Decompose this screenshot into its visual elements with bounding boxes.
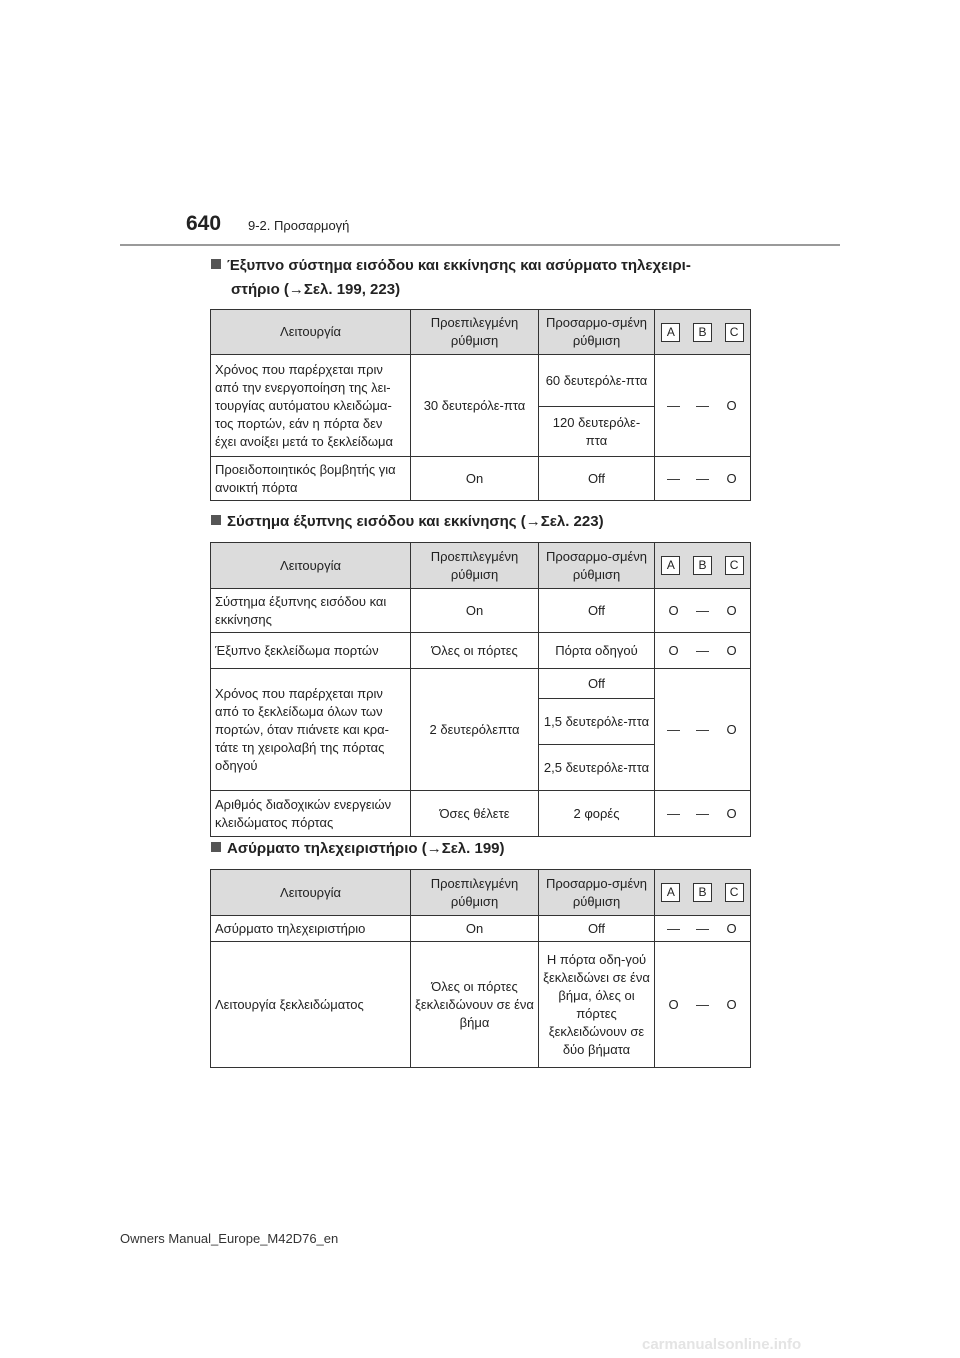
custom-cell: 120 δευτερόλε-πτα <box>539 407 655 457</box>
mark-c: O <box>726 805 737 821</box>
custom-cell: Πόρτα οδηγού <box>539 633 655 669</box>
function-cell: Χρόνος που παρέρχεται πριν από την ενεργοποίηση της λει-τουργίας αυτόματου κλειδώμα-τος πορτών, εάν η πόρτα δεν έχει ανοίξει μετά το ξεκλείδωμα <box>211 355 411 457</box>
table-header-row <box>211 870 751 916</box>
table-row <box>211 791 751 837</box>
col-default-header: Προεπιλεγμένη ρύθμιση <box>411 543 539 589</box>
marks-cell <box>655 355 751 457</box>
square-bullet-icon <box>211 259 221 269</box>
mark-a: — <box>667 920 680 936</box>
custom-cell: 2,5 δευτερόλε-πτα <box>539 745 655 791</box>
section3-title: Ασύρματο τηλεχειριστήριο (→Σελ. 199) <box>227 840 505 857</box>
col-custom-header: Προσαρμο-σμένη ρύθμιση <box>539 310 655 355</box>
marks-cell <box>655 457 751 501</box>
watermark: carmanualsonline.info <box>642 1336 802 1353</box>
section1-heading <box>211 254 691 302</box>
function-cell: Έξυπνο ξεκλείδωμα πορτών <box>211 633 411 669</box>
mark-c: O <box>726 996 737 1012</box>
default-cell: Όλες οι πόρτες ξεκλειδώνουν σε ένα βήμα <box>411 942 539 1068</box>
footer-manual-id: Owners Manual_Europe_M42D76_en <box>120 1231 339 1246</box>
function-cell: Προειδοποιητικός βομβητής για ανοικτή πόρτα <box>211 457 411 501</box>
custom-cell: Off <box>539 457 655 501</box>
box-a-label: A <box>661 883 680 902</box>
function-cell: Χρόνος που παρέρχεται πριν από το ξεκλείδωμα όλων των πορτών, όταν πιάνετε και κρα-τάτε τη χειρολαβή της πόρτας οδηγού <box>211 669 411 791</box>
section2-table <box>210 542 751 837</box>
mark-b: — <box>696 602 709 618</box>
marks-cell <box>655 916 751 942</box>
mark-a: — <box>667 397 680 413</box>
col-abc-header <box>655 870 751 916</box>
function-cell: Αριθμός διαδοχικών ενεργειών κλειδώματος πόρτας <box>211 791 411 837</box>
mark-c: O <box>726 397 737 413</box>
table-row <box>211 633 751 669</box>
mark-c: O <box>726 721 737 737</box>
mark-c: O <box>726 602 737 618</box>
section3-table <box>210 869 751 1068</box>
mark-b: — <box>696 470 709 486</box>
section1-title-line2: στήριο (→Σελ. 199, 223) <box>231 281 401 298</box>
box-b-label: B <box>693 883 712 902</box>
mark-c: O <box>726 642 737 658</box>
mark-a: — <box>667 805 680 821</box>
table-row <box>211 942 751 1068</box>
mark-a: O <box>668 602 679 618</box>
custom-cell: Off <box>539 669 655 699</box>
custom-cell: 1,5 δευτερόλε-πτα <box>539 699 655 745</box>
box-a-label: A <box>661 323 680 342</box>
col-function-header: Λειτουργία <box>211 870 411 916</box>
table-row <box>211 669 751 699</box>
custom-cell: Off <box>539 916 655 942</box>
box-b-label: B <box>693 556 712 575</box>
default-cell: Όλες οι πόρτες <box>411 633 539 669</box>
custom-cell: Off <box>539 589 655 633</box>
section2-heading <box>211 510 604 534</box>
table-header-row <box>211 543 751 589</box>
section1-table <box>210 309 751 501</box>
mark-c: O <box>726 920 737 936</box>
default-cell: Όσες θέλετε <box>411 791 539 837</box>
mark-a: — <box>667 470 680 486</box>
marks-cell <box>655 633 751 669</box>
mark-a: O <box>668 642 679 658</box>
marks-cell <box>655 669 751 791</box>
table-row <box>211 457 751 501</box>
box-c-label: C <box>725 323 744 342</box>
square-bullet-icon <box>211 515 221 525</box>
mark-b: — <box>696 805 709 821</box>
col-abc-header <box>655 543 751 589</box>
col-default-header: Προεπιλεγμένη ρύθμιση <box>411 870 539 916</box>
section1-title-line1: Έξυπνο σύστημα εισόδου και εκκίνησης και ασύρματο τηλεχειρι- <box>227 257 691 274</box>
mark-b: — <box>696 397 709 413</box>
function-cell: Ασύρματο τηλεχειριστήριο <box>211 916 411 942</box>
default-cell: On <box>411 589 539 633</box>
table-row <box>211 589 751 633</box>
col-abc-header <box>655 310 751 355</box>
mark-b: — <box>696 920 709 936</box>
col-function-header: Λειτουργία <box>211 543 411 589</box>
mark-c: O <box>726 470 737 486</box>
col-custom-header: Προσαρμο-σμένη ρύθμιση <box>539 870 655 916</box>
box-a-label: A <box>661 556 680 575</box>
marks-cell <box>655 942 751 1068</box>
default-cell: 2 δευτερόλεπτα <box>411 669 539 791</box>
mark-a: O <box>668 996 679 1012</box>
square-bullet-icon <box>211 842 221 852</box>
mark-a: — <box>667 721 680 737</box>
mark-b: — <box>696 642 709 658</box>
col-function-header: Λειτουργία <box>211 310 411 355</box>
default-cell: On <box>411 916 539 942</box>
table-row <box>211 916 751 942</box>
table-header-row <box>211 310 751 355</box>
box-c-label: C <box>725 883 744 902</box>
custom-cell: 2 φορές <box>539 791 655 837</box>
col-default-header: Προεπιλεγμένη ρύθμιση <box>411 310 539 355</box>
custom-cell: 60 δευτερόλε-πτα <box>539 355 655 407</box>
function-cell: Σύστημα έξυπνης εισόδου και εκκίνησης <box>211 589 411 633</box>
box-b-label: B <box>693 323 712 342</box>
section3-heading <box>211 837 505 861</box>
function-cell: Λειτουργία ξεκλειδώματος <box>211 942 411 1068</box>
section2-title: Σύστημα έξυπνης εισόδου και εκκίνησης (→Σελ. 223) <box>227 513 604 530</box>
mark-b: — <box>696 721 709 737</box>
default-cell: On <box>411 457 539 501</box>
page-number: 640 <box>186 212 222 235</box>
col-custom-header: Προσαρμο-σμένη ρύθμιση <box>539 543 655 589</box>
header-divider <box>120 244 840 246</box>
section-title: 9-2. Προσαρμογή <box>248 218 350 233</box>
table-row <box>211 355 751 407</box>
marks-cell <box>655 791 751 837</box>
default-cell: 30 δευτερόλε-πτα <box>411 355 539 457</box>
mark-b: — <box>696 996 709 1012</box>
box-c-label: C <box>725 556 744 575</box>
custom-cell: Η πόρτα οδη-γού ξεκλειδώνει σε ένα βήμα, όλες οι πόρτες ξεκλειδώνουν σε δύο βήματα <box>539 942 655 1068</box>
marks-cell <box>655 589 751 633</box>
